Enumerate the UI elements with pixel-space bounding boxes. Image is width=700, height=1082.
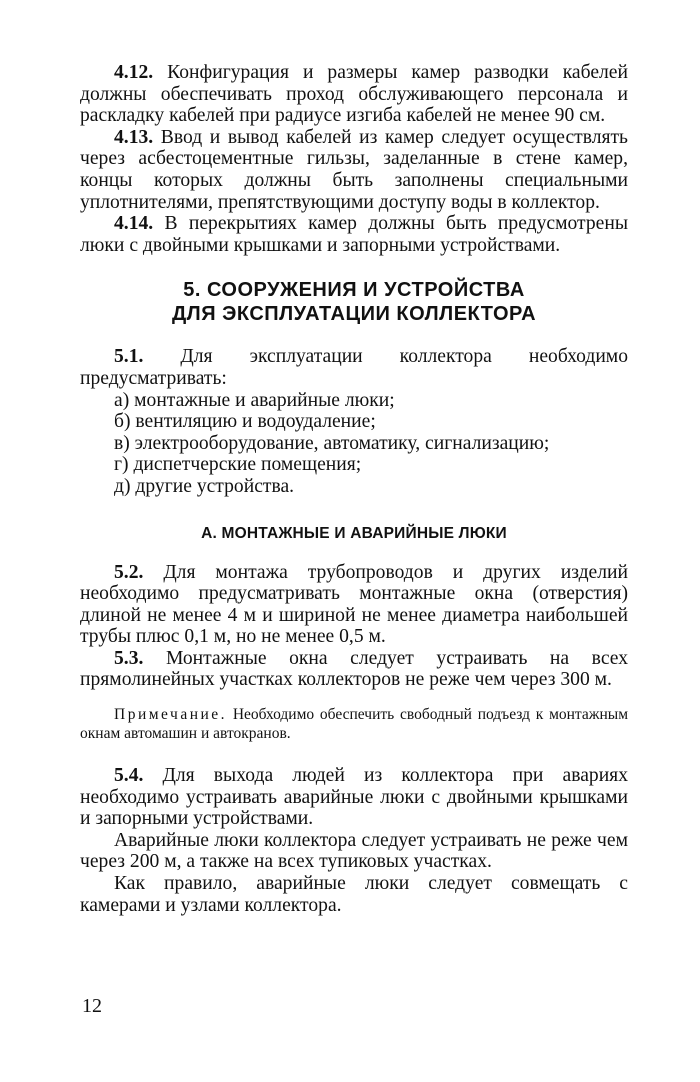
paragraph-text: Для выхода людей из коллектора при авариях необходимо устраивать аварийные люки с двойными крышками и запорными устройствами. — [80, 765, 628, 830]
paragraph-number: 4.14. — [114, 213, 154, 235]
list-item: а) монтажные и аварийные люки; — [114, 389, 395, 411]
paragraph-number: 5.3. — [114, 647, 144, 669]
list-item: д) другие устройства. — [114, 475, 295, 497]
paragraph-4-12 — [80, 62, 628, 127]
paragraph-5-3 — [80, 648, 628, 691]
paragraph-text: В перекрытиях камер должны быть предусмотрены люки с двойными крышками и запорными устройствами. — [80, 213, 628, 256]
paragraph-5-4-b: Аварийные люки коллектора следует устраивать не реже чем через 200 м, а также на всех тупиковых участках. — [80, 829, 628, 873]
paragraph-number: 5.4. — [114, 765, 144, 787]
note — [80, 705, 628, 743]
facilities-list — [80, 390, 628, 498]
paragraph-5-4 — [80, 765, 628, 830]
paragraph-text: Для эксплуатации коллектора необходимо предусматривать: — [80, 346, 628, 389]
paragraph-number: 4.12. — [114, 62, 154, 83]
list-item: б) вентиляцию и водоудаление; — [114, 411, 376, 433]
paragraph-number: 5.2. — [114, 561, 144, 583]
paragraph-4-14 — [80, 213, 628, 256]
note-text: Необходимо обеспечить свободный подъезд к монтажным окнам автомашин и автокранов. — [80, 706, 628, 743]
page-number: 12 — [82, 995, 102, 1017]
note-label: Примечание. — [114, 706, 228, 724]
list-item: в) электрооборудование, автоматику, сигнализацию; — [114, 432, 550, 454]
paragraph-5-4-c: Как правило, аварийные люки следует совмещать с камерами и узлами коллектора. — [80, 873, 628, 916]
section-5-title-line-1: 5. СООРУЖЕНИЯ И УСТРОЙСТВА — [183, 279, 525, 302]
paragraph-number: 4.13. — [114, 126, 154, 148]
paragraph-text: Монтажные окна следует устраивать на всех прямолинейных участках коллекторов не реже чем через 300 м. — [80, 647, 628, 691]
subsection-a-heading: А. МОНТАЖНЫЕ И АВАРИЙНЫЕ ЛЮКИ — [201, 524, 507, 542]
paragraph-text: Для монтажа трубопроводов и других изделий необходимо предусматривать монтажные окна (отверстия) длиной не менее 4 м и шириной не менее диаметра наибольшей трубы плюс 0,1 м, но не менее 0,5 м. — [80, 561, 628, 648]
paragraph-5-1 — [80, 346, 628, 389]
list-item: г) диспетчерские помещения; — [114, 454, 362, 476]
section-5-heading — [80, 278, 628, 326]
paragraph-text: Ввод и вывод кабелей из камер следует осуществлять через асбестоцементные гильзы, заделанные в стене камер, концы которых должны быть заполнены специальными уплотнителями, препятствующими доступу воды в коллектор. — [80, 126, 628, 213]
paragraph-5-2 — [80, 562, 628, 648]
section-5-title-line-2: ДЛЯ ЭКСПЛУАТАЦИИ КОЛЛЕКТОРА — [171, 303, 537, 326]
paragraph-number: 5.1. — [114, 346, 144, 368]
paragraph-text: Конфигурация и размеры камер разводки кабелей должны обеспечивать проход обслуживающего персонала и раскладку кабелей при радиусе изгиба кабелей не менее 90 см. — [80, 62, 628, 127]
page-content — [80, 62, 628, 916]
paragraph-4-13 — [80, 127, 628, 213]
